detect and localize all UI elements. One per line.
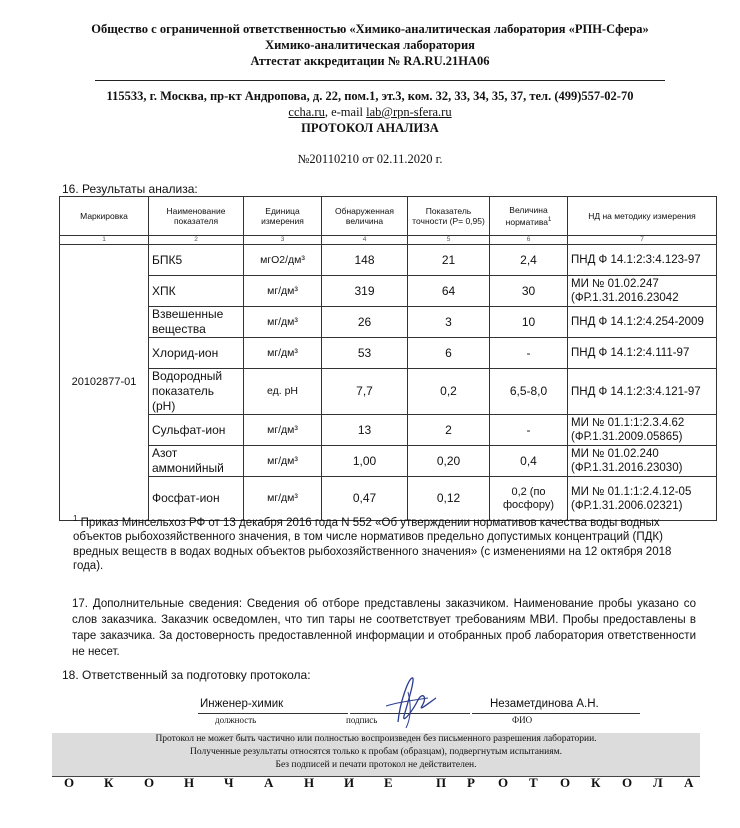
unit: мг/дм³ <box>244 415 322 446</box>
accuracy-value: 21 <box>408 245 490 276</box>
table-row <box>60 307 717 338</box>
col-number: 6 <box>490 236 568 245</box>
measured-value: 319 <box>322 276 408 307</box>
site-link[interactable]: ccha.ru <box>288 105 325 119</box>
indicator-name: Фосфат-ион <box>149 477 244 521</box>
col-header-norm <box>490 197 568 236</box>
accuracy-value: 0,2 <box>408 369 490 415</box>
end-letter: О <box>144 775 155 790</box>
end-letter: Р <box>467 775 475 790</box>
signature-caption: подпись <box>346 715 378 725</box>
measured-value: 1,00 <box>322 446 408 477</box>
name-caption: ФИО <box>512 715 533 725</box>
table-row <box>60 415 717 446</box>
indicator-name: Хлорид-ион <box>149 338 244 369</box>
column-number-row <box>60 236 717 245</box>
signature-scribble-icon <box>378 672 440 730</box>
indicator-name: Сульфат-ион <box>149 415 244 446</box>
col-number: 1 <box>60 236 149 245</box>
method-doc: ПНД Ф 14.1:2:3:4.121-97 <box>568 369 717 415</box>
end-letter: И <box>344 775 355 790</box>
col-number: 2 <box>149 236 244 245</box>
indicator-name: ХПК <box>149 276 244 307</box>
end-letter: А <box>264 775 274 790</box>
accuracy-value: 0,12 <box>408 477 490 521</box>
unit: мг/дм³ <box>244 276 322 307</box>
lab-name: Химико-аналитическая лаборатория <box>265 38 475 52</box>
end-letter: Н <box>304 775 315 790</box>
notice-line: Без подписей и печати протокол не действителен. <box>275 760 477 770</box>
org-name: Общество с ограниченной ответственностью «Химико-аналитическая лаборатория «РПН-Сфера» <box>91 22 649 36</box>
norm-value: 0,2 (по фосфору) <box>490 477 568 521</box>
table-row <box>60 369 717 415</box>
measured-value: 26 <box>322 307 408 338</box>
section-18-title: 18. Ответственный за подготовку протокола: <box>62 668 311 682</box>
col-header-indicator: Наименование показателя <box>149 197 244 236</box>
results-table <box>59 196 717 521</box>
measured-value: 148 <box>322 245 408 276</box>
measured-value: 53 <box>322 338 408 369</box>
document-number: №20110210 от 02.11.2020 г. <box>297 152 443 166</box>
method-doc: МИ № 01.02.247 (ФР.1.31.2016.23042 <box>568 276 717 307</box>
table-row <box>60 446 717 477</box>
indicator-name: Взвешенные вещества <box>149 307 244 338</box>
end-letter: К <box>104 775 114 790</box>
end-letter: К <box>591 775 601 790</box>
method-doc: МИ № 01.1:1:2.4.12-05 (ФР.1.31.2006.02321) <box>568 477 717 521</box>
end-letter: Н <box>184 775 195 790</box>
norm-value: - <box>490 415 568 446</box>
table-row <box>60 245 717 276</box>
footnote-text: Приказ Минсельхоз РФ от 13 декабря 2016 года N 552 «Об утверждении нормативов качества воды водных объектов рыбохозяйственного значения, в том числе нормативов предельно допустимых концентраций (ПДК) вредных веществ в водах водных объектов рыбохозяйственного значения» (с изменениями на 12 октября 2018 года). <box>73 516 672 573</box>
col-header-accuracy: Показатель точности (P= 0,95) <box>408 197 490 236</box>
signer-name: Незаметдинова А.Н. <box>490 698 599 710</box>
footnote-ref: 1 <box>547 217 552 224</box>
measured-value: 0,47 <box>322 477 408 521</box>
end-letter: О <box>622 775 633 790</box>
section-17-text: 17. Дополнительные сведения: Сведения об отборе представлены заказчиком. Наименование пробы указано со слов заказчика. Заказчик осведомлен, что тип тары не соответствует требованиям МВИ. Пробы предоставлены в таре заказчика. За достоверность предоставленной информации и отобранных проб лаборатория ответственности не несет. <box>72 598 696 658</box>
sample-id: 20102877-01 <box>60 245 149 521</box>
norm-value: 0,4 <box>490 446 568 477</box>
col-number: 3 <box>244 236 322 245</box>
unit: мг/дм³ <box>244 338 322 369</box>
accreditation: Аттестат аккредитации № RA.RU.21HA06 <box>250 54 490 68</box>
method-doc: ПНД Ф 14.1:2:4.111-97 <box>568 338 717 369</box>
col-header-unit: Единица измерения <box>244 197 322 236</box>
method-doc: ПНД Ф 14.1:2:3:4.123-97 <box>568 245 717 276</box>
notice-box <box>52 733 700 776</box>
notice-line: Протокол не может быть частично или полностью воспроизведен без письменного разрешения лаборатории. <box>155 734 597 744</box>
col-header-norm-text: Величина норматива <box>505 205 548 227</box>
notice-line: Полученные результаты относятся только к пробам (образцам), подвергнутым испытаниям. <box>190 747 562 757</box>
accuracy-value: 0,20 <box>408 446 490 477</box>
method-doc: ПНД Ф 14.1:2:4.254-2009 <box>568 307 717 338</box>
end-letter: П <box>436 775 447 790</box>
col-number: 7 <box>568 236 717 245</box>
accuracy-value: 6 <box>408 338 490 369</box>
end-letter: А <box>684 775 694 790</box>
email-link[interactable]: lab@rpn-sfera.ru <box>366 105 452 119</box>
method-doc: МИ № 01.1:1:2.3.4.62 (ФР.1.31.2009.05865) <box>568 415 717 446</box>
end-letter: Ч <box>224 775 234 790</box>
norm-value: 30 <box>490 276 568 307</box>
accuracy-value: 64 <box>408 276 490 307</box>
contacts <box>0 104 740 120</box>
unit: мг/дм³ <box>244 477 322 521</box>
table-row <box>60 276 717 307</box>
norm-value: 10 <box>490 307 568 338</box>
email-label: , e-mail <box>324 105 367 119</box>
end-letter: О <box>560 775 571 790</box>
norm-value: 6,5-8,0 <box>490 369 568 415</box>
norm-value: - <box>490 338 568 369</box>
end-letter: О <box>64 775 75 790</box>
unit: мгO2/дм³ <box>244 245 322 276</box>
unit: мг/дм³ <box>244 307 322 338</box>
col-header-value: Обнаруженная величина <box>322 197 408 236</box>
table-header-row <box>60 197 717 236</box>
footnote-mark: 1 <box>73 514 78 523</box>
position-line <box>198 713 348 714</box>
document-title: ПРОТОКОЛ АНАЛИЗА <box>301 121 439 135</box>
accuracy-value: 3 <box>408 307 490 338</box>
measured-value: 13 <box>322 415 408 446</box>
table-row <box>60 338 717 369</box>
indicator-name: Азот аммонийный <box>149 446 244 477</box>
name-line <box>472 713 640 714</box>
end-letter: Л <box>653 775 663 790</box>
position-caption: должность <box>215 715 257 725</box>
unit: мг/дм³ <box>244 446 322 477</box>
col-number: 5 <box>408 236 490 245</box>
indicator-name: Водородный показатель (pH) <box>149 369 244 415</box>
lab-address: 115533, г. Москва, пр-кт Андропова, д. 22, пом.1, эт.3, ком. 32, 33, 34, 35, 37, тел. (499)557-02-70 <box>106 89 634 103</box>
end-word-2 <box>436 775 696 791</box>
unit: ед. pH <box>244 369 322 415</box>
indicator-name: БПК5 <box>149 245 244 276</box>
col-number: 4 <box>322 236 408 245</box>
end-word-1 <box>64 775 396 791</box>
accuracy-value: 2 <box>408 415 490 446</box>
end-letter: Е <box>384 775 393 790</box>
measured-value: 7,7 <box>322 369 408 415</box>
header-divider <box>95 80 665 81</box>
col-header-method: НД на методику измерения <box>568 197 717 236</box>
footnote <box>73 512 703 574</box>
col-header-marking: Маркировка <box>60 197 149 236</box>
end-letter: О <box>498 775 509 790</box>
method-doc: МИ № 01.02.240 (ФР.1.31.2016.23030) <box>568 446 717 477</box>
section-16-title: 16. Результаты анализа: <box>62 182 198 196</box>
end-letter: Т <box>529 775 538 790</box>
signer-position: Инженер-химик <box>200 698 284 710</box>
norm-value: 2,4 <box>490 245 568 276</box>
